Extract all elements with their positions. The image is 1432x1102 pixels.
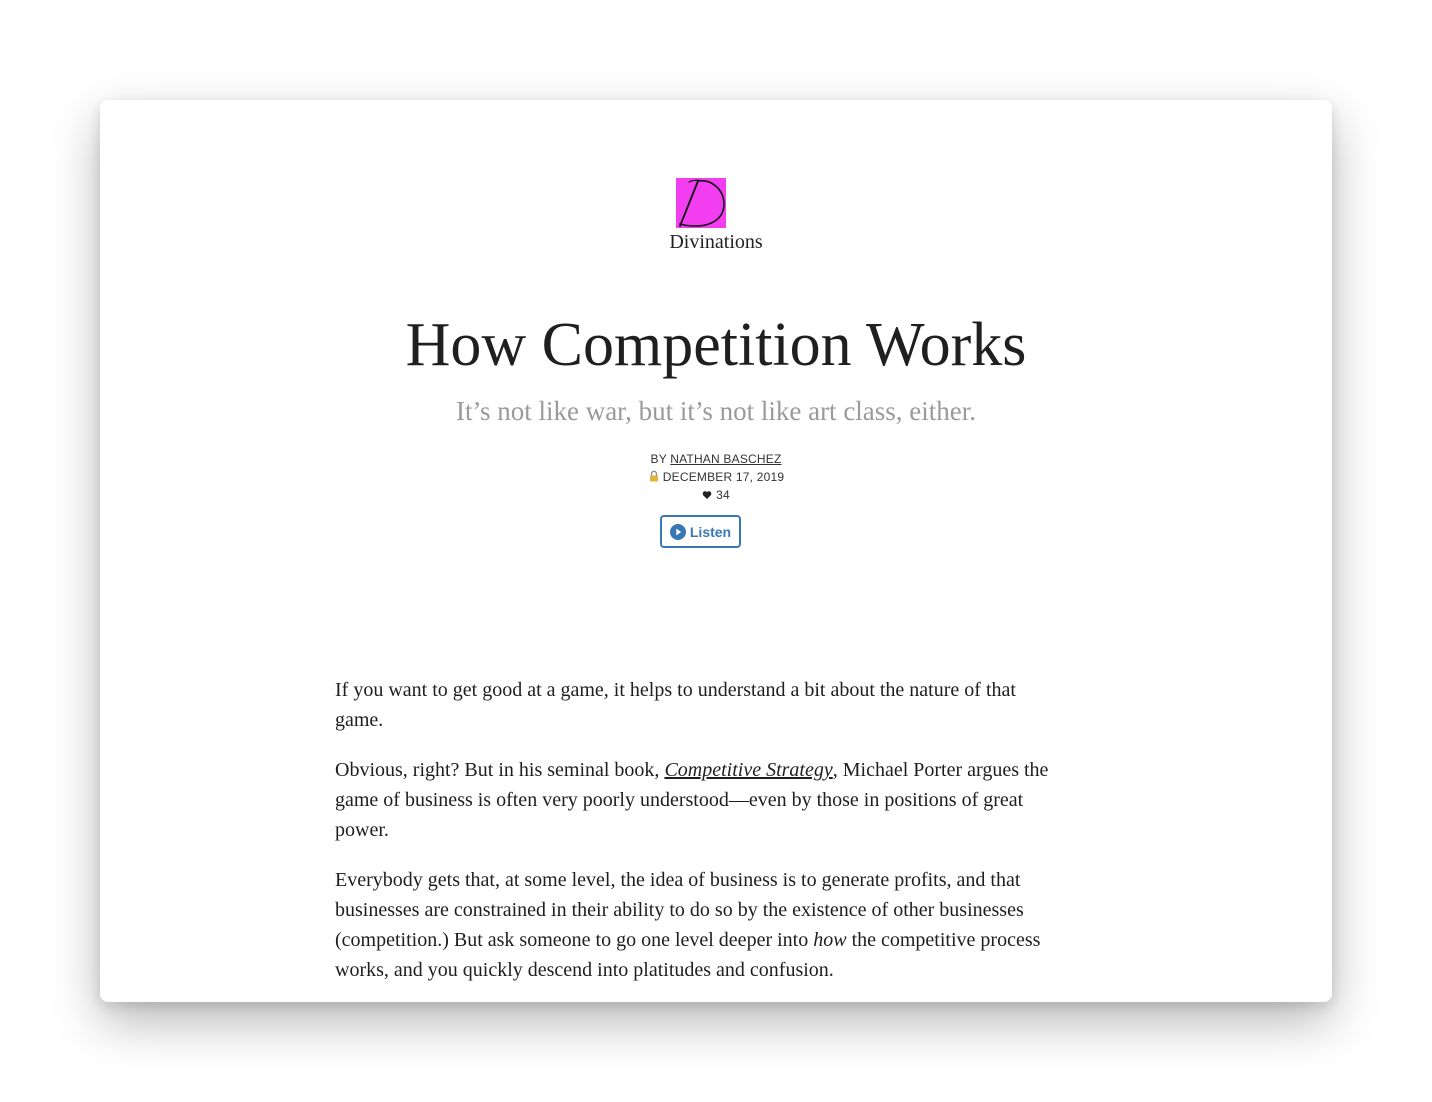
paragraph-text: Obvious, right? But in his seminal book, — [335, 759, 665, 781]
publish-date-row — [100, 470, 1332, 484]
paragraph — [335, 755, 1065, 845]
article-title: How Competition Works — [405, 311, 1027, 379]
heart-icon[interactable] — [702, 490, 712, 500]
paragraph-text: , Michael Porter argues the game of business is often very poorly understood—even by those in positions of great power. — [335, 759, 1049, 841]
paragraph: If you want to get good at a game, it helps to understand a bit about the nature of that game. — [335, 679, 1016, 731]
article-subtitle: It’s not like war, but it’s not like art class, either. — [455, 396, 977, 426]
listen-label: Listen — [689, 523, 732, 540]
divinations-logo[interactable] — [676, 178, 726, 228]
browser-window — [100, 100, 1332, 1002]
paragraph-text: Everybody gets that, at some level, the idea of business is to generate profits, and that businesses are constrained in their ability to do so by the existence of other businesses (competition.) But ask someone to go one level deeper into — [335, 869, 1024, 951]
paragraph — [335, 865, 1065, 985]
likes-row[interactable] — [100, 488, 1332, 502]
listen-button[interactable] — [660, 515, 741, 548]
lock-icon — [648, 470, 660, 482]
article-body — [335, 675, 1065, 1002]
emphasis-text: how — [813, 929, 847, 951]
likes-count: 34 — [716, 488, 730, 502]
publication-name[interactable]: Divinations — [669, 231, 763, 253]
play-circle-icon — [670, 524, 686, 540]
paragraph-text: the competitive process works, and you quickly descend into platitudes and confusion. — [335, 929, 1041, 981]
publish-date: DECEMBER 17, 2019 — [662, 470, 785, 484]
author-link[interactable]: NATHAN BASCHEZ — [670, 452, 782, 466]
byline — [100, 452, 1332, 466]
competitive-strategy-link[interactable]: Competitive Strategy — [664, 759, 833, 781]
byline-label: BY — [650, 452, 667, 466]
